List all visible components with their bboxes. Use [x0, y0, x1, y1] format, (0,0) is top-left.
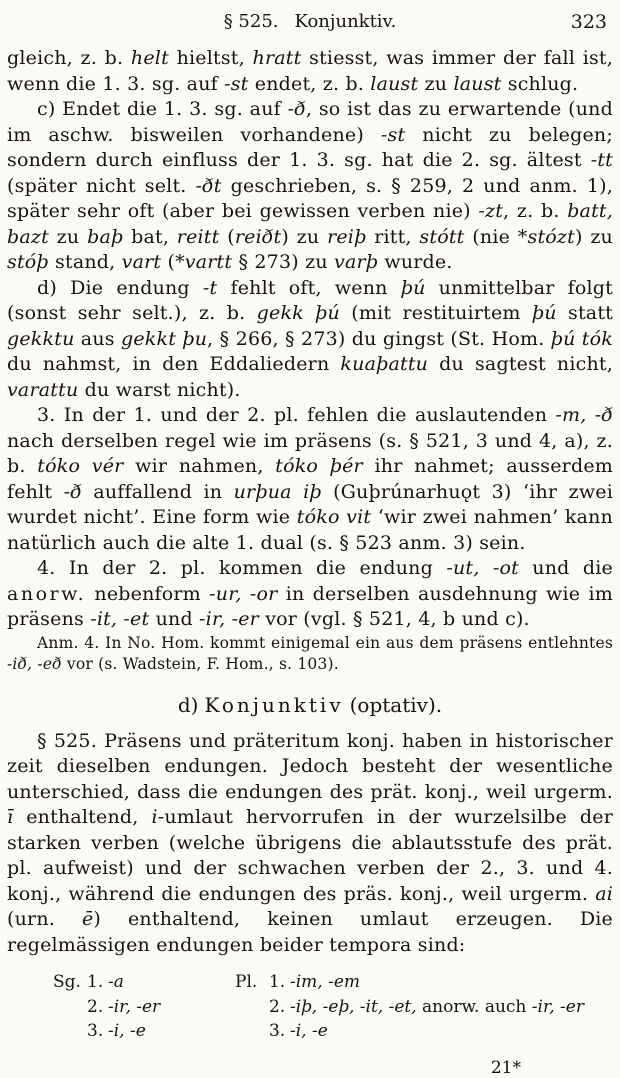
italic-term: -st [380, 123, 406, 146]
text-segment: , § 266, § 273) du gingst (St. Hom. [207, 327, 551, 350]
text-segment: (urn. [7, 908, 82, 930]
italic-term: -ðt [195, 174, 222, 197]
person-number: 1. [269, 972, 286, 992]
text-segment: aus [74, 327, 121, 350]
italic-term: helt [130, 47, 169, 69]
text-segment: in derselben ausdehnung wie im präsens [7, 582, 613, 630]
italic-term: gekktu [7, 327, 75, 350]
number-label [53, 1019, 87, 1044]
running-title: Konjunktiv. [294, 11, 397, 32]
text-segment: hieltst, [168, 47, 253, 69]
table-row [235, 1019, 613, 1044]
italic-term: -ut, -ot [446, 557, 519, 579]
italic-term: varþ [334, 251, 379, 273]
italic-term: laust [453, 72, 502, 95]
table-row [235, 970, 613, 995]
text-segment: (Guþrúnarhuǫt 3) ‘ihr zwei wurdet nicht’. Eine form wie [7, 480, 613, 528]
subheading-spaced-word: Konjunktiv [204, 692, 344, 717]
paragraph [7, 276, 613, 404]
text-segment: vor (vgl. § 521, 4, b und c). [258, 608, 530, 630]
text-segment: auffallend in [81, 480, 234, 503]
text-segment: anorw. auch [416, 996, 532, 1017]
italic-term: reitt [176, 225, 220, 248]
text-segment: und die [518, 557, 613, 579]
italic-term: -a [108, 972, 124, 992]
text-segment: Anm. 4. In No. Hom. kommt einigemal ein aus dem präsens entlehntes [37, 633, 613, 652]
italic-term: -zt [478, 200, 504, 222]
number-label: Sg. [53, 972, 81, 992]
person-number: 3. [269, 1021, 286, 1041]
text-segment: (später nicht selt. [7, 174, 196, 197]
italic-term: ī [7, 806, 14, 828]
paragraph [7, 729, 613, 959]
italic-term: tóko vit [296, 506, 372, 528]
italic-term: -ur, -or [209, 582, 278, 605]
running-head [7, 10, 613, 34]
section-label: § 525. [223, 11, 279, 32]
text-segment: und [149, 608, 200, 630]
number-label [53, 995, 87, 1020]
text-segment: 4. In der 2. pl. kommen die endung [37, 557, 447, 579]
text-segment: nach derselben regel wie im präsens (s. § 521, 3 und 4, a), z. b. [7, 429, 613, 477]
paragraph [7, 633, 613, 675]
italic-term: -i, -e [108, 1021, 146, 1041]
italic-term: stóþ [7, 251, 49, 273]
text-segment: wurde. [378, 251, 453, 273]
text-segment: (nie * [464, 225, 528, 248]
text-segment: ihr nahmet; ausserdem fehlt [7, 455, 613, 503]
text-segment: statt [556, 302, 613, 324]
italic-term: -iþ, -eþ, -it, -et, [290, 996, 417, 1017]
italic-term: -tt [590, 149, 613, 171]
text-segment: vor (s. Wadstein, F. Hom., s. 103). [61, 654, 339, 673]
italic-term: þú [531, 302, 557, 324]
endings-column-singular [53, 970, 235, 1044]
italic-term: -i, -e [290, 1021, 328, 1041]
italic-term: -t [202, 276, 218, 299]
text-block-top [7, 46, 613, 675]
italic-term: i [151, 806, 158, 828]
italic-term: gekk þú [256, 302, 340, 324]
endings-value [290, 970, 360, 995]
italic-term: kuaþattu [340, 353, 429, 375]
paragraph [7, 403, 613, 556]
number-label [235, 1019, 269, 1044]
italic-term: gekkt þu [121, 327, 208, 350]
person-number: 3. [87, 1021, 104, 1041]
text-segment: zu [48, 225, 88, 248]
table-row [53, 1019, 235, 1044]
text-segment: -umlaut hervorrufen in der wurzelsilbe der starken verben (welche übrigens die ablautsstufe des prät. pl. aufweist) und der schwachen verben der 2., 3. und 4. konj., während die endungen des präs. konj., weil urgerm. [7, 806, 613, 905]
text-segment: 3. In der 1. und der 2. pl. fehlen die auslautenden [37, 404, 556, 426]
italic-term: þú tók [550, 327, 613, 350]
italic-term: -ir, -er [108, 996, 161, 1017]
text-segment: ‘wir zwei nahmen’ kann natürlich auch die alte 1. dual (s. § 523 anm. 3) sein. [7, 506, 613, 554]
text-segment: stand, [48, 251, 122, 273]
italic-term: -it, -et [90, 608, 150, 630]
text-segment: zu [418, 72, 454, 95]
endings-table [53, 970, 613, 1044]
endings-value [108, 1019, 146, 1044]
page-number: 323 [570, 11, 607, 33]
italic-term: ē [81, 908, 94, 930]
text-segment: § 273) zu [232, 251, 335, 273]
italic-term: -ð [287, 98, 306, 120]
italic-term: -ir, -er [199, 608, 259, 630]
italic-term: stótt [419, 225, 465, 248]
text-segment: stiesst, was immer der fall ist, wenn die 1. 3. sg. auf [7, 47, 613, 95]
endings-value [108, 970, 124, 995]
italic-term: tóko þér [275, 455, 363, 477]
text-segment: (* [161, 251, 185, 273]
italic-term: hratt [252, 47, 302, 69]
person-number: 2. [269, 996, 286, 1017]
endings-column-plural [235, 970, 613, 1044]
italic-term: urþua iþ [233, 480, 322, 503]
subheading [7, 693, 613, 717]
text-segment: endet, z. b. [248, 72, 371, 95]
signature-mark: 21* [490, 1057, 521, 1078]
paragraph [7, 97, 613, 276]
text-segment: , z. b. [503, 200, 568, 222]
table-row [53, 970, 235, 995]
paragraph [7, 556, 613, 633]
text-segment: geschrieben, s. § 259, 2 und anm. 1), später sehr oft (aber bei gewissen verben nie) [7, 174, 613, 222]
text-segment: § 525. Präsens und präteritum konj. haben in historischer zeit dieselben endungen. Jedoch besteht der wesentliche unterschied, dass die endungen des prät. konj., weil urgerm. [7, 729, 613, 803]
italic-term: -ir, -er [531, 996, 584, 1017]
subheading-prefix: d) [177, 692, 199, 717]
text-segment: nebenform [86, 582, 210, 605]
text-segment: ( [219, 225, 235, 248]
italic-term: reiðt [234, 225, 282, 248]
text-segment: nicht zu belegen; sondern durch einfluss der 1. 3. sg. hat die 2. sg. ältest [7, 123, 613, 171]
italic-term: -st [224, 72, 249, 95]
text-segment: du warst nicht). [78, 378, 241, 401]
italic-term: vartt [184, 251, 233, 273]
endings-value [108, 995, 160, 1020]
italic-term: varattu [7, 378, 79, 401]
text-segment: c) Endet die 1. 3. sg. auf [37, 98, 288, 120]
italic-term: þú [400, 276, 426, 299]
italic-term: baþ [87, 225, 124, 248]
text-segment: wir nahmen, [123, 455, 276, 477]
endings-value [290, 1019, 328, 1044]
text-segment: gleich, z. b. [7, 47, 131, 69]
text-segment: ritt, [366, 225, 420, 248]
number-label: Pl. [235, 972, 258, 992]
text-segment: du sagtest nicht, [428, 353, 613, 375]
number-label [235, 995, 269, 1020]
text-segment: (mit restituirtem [339, 302, 532, 324]
text-segment: d) Die endung [37, 276, 203, 299]
italic-term: laust [370, 72, 419, 95]
italic-term: vart [121, 251, 162, 273]
italic-term: -m, -ð [555, 404, 614, 426]
text-segment: unmittelbar folgt (sonst sehr selt.), z. b. [7, 276, 613, 324]
text-segment: enthaltend, [13, 806, 152, 828]
text-segment: ) zu [281, 225, 328, 248]
paragraph [7, 46, 613, 97]
italic-term: ai [595, 882, 613, 905]
text-segment: , so ist das zu erwartende (und im aschw. bisweilen vorhandene) [7, 98, 613, 146]
person-number: 1. [87, 972, 104, 992]
text-block-bottom [7, 729, 613, 959]
text-segment: anorw. [7, 582, 87, 605]
italic-term: reiþ [327, 225, 367, 248]
italic-term: -im, -em [290, 972, 361, 992]
italic-term: batt, bazt [7, 200, 613, 248]
table-row [53, 995, 235, 1020]
subheading-suffix: (optativ). [349, 692, 443, 717]
table-row [235, 995, 613, 1020]
text-segment: ) enthaltend, keinen umlaut erzeugen. Die regelmässigen endungen beider tempora sind: [7, 908, 613, 956]
text-segment: fehlt oft, wenn [217, 276, 401, 299]
italic-term: stózt [527, 225, 575, 248]
italic-term: -ið, -eð [7, 654, 62, 673]
text-segment: ) zu [574, 225, 613, 248]
italic-term: -ð [63, 480, 82, 503]
text-segment: schlug. [501, 72, 579, 95]
text-segment: du nahmst, in den Eddaliedern [7, 353, 341, 375]
person-number: 2. [87, 996, 104, 1017]
endings-value [290, 995, 584, 1020]
text-segment: bat, [123, 225, 177, 248]
italic-term: tóko vér [37, 455, 124, 477]
